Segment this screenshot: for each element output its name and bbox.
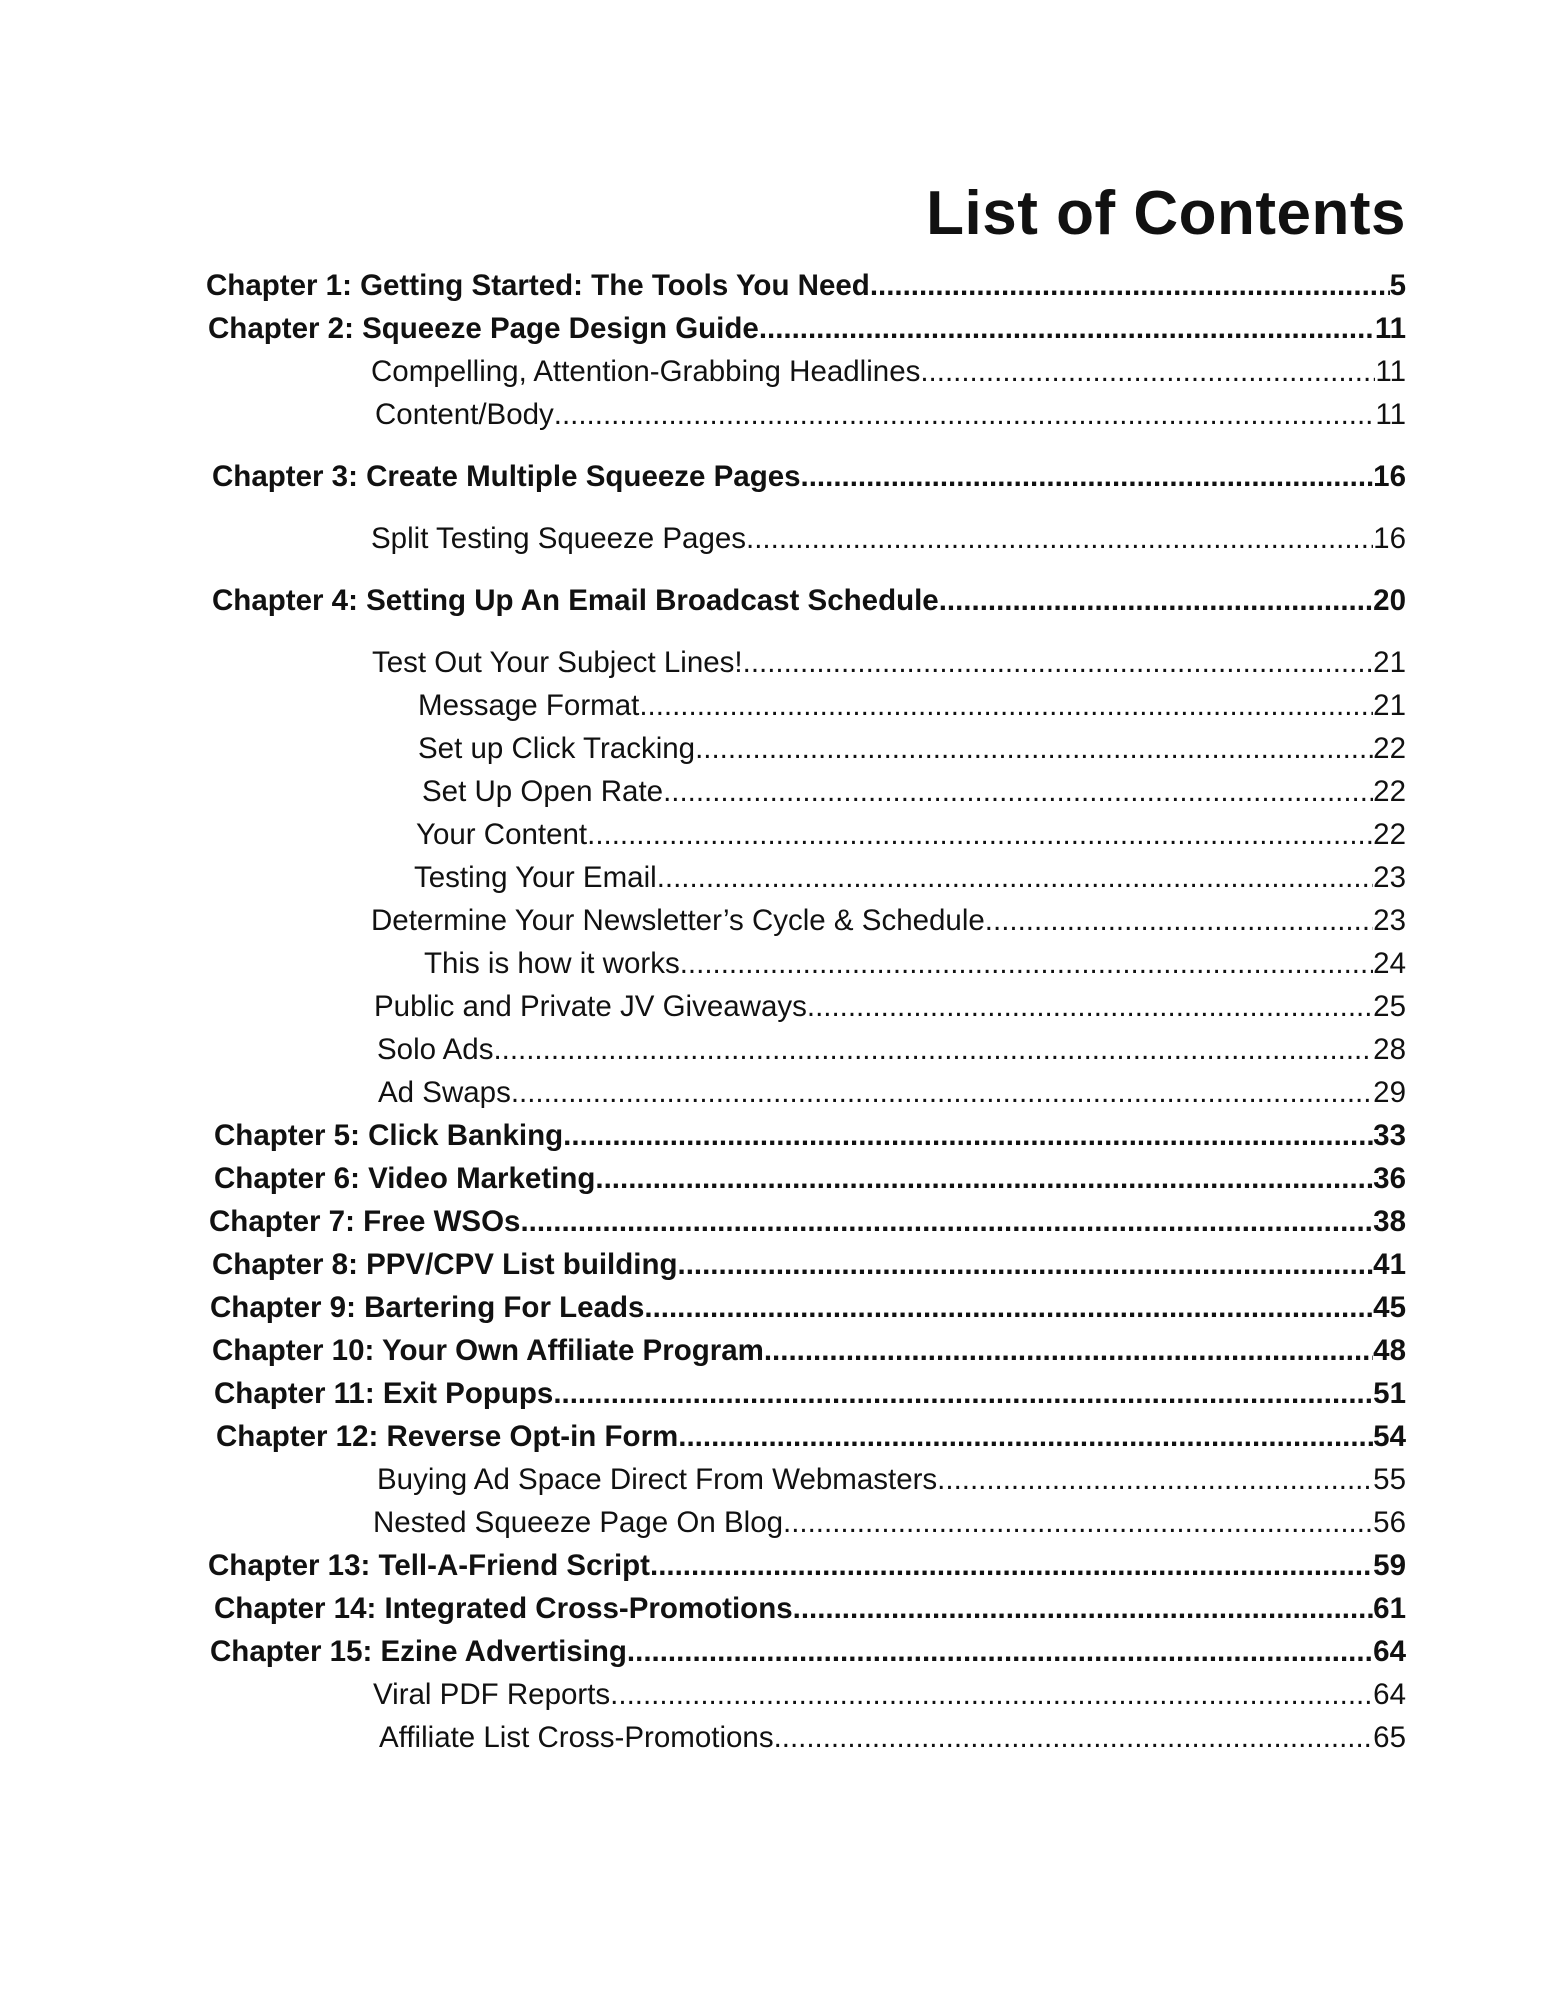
toc-page-number: 23 <box>1373 861 1406 894</box>
toc-leader-dots <box>657 858 1373 898</box>
toc-entry-title: Chapter 12: Reverse Opt-in Form <box>216 1420 679 1453</box>
toc-entry-title: Test Out Your Subject Lines! <box>372 646 743 679</box>
toc-chapter-entry[interactable] <box>206 266 1406 306</box>
toc-leader-dots <box>801 457 1374 497</box>
toc-page-number: 22 <box>1373 732 1406 765</box>
toc-page-number: 59 <box>1373 1549 1406 1582</box>
toc-page-number: 51 <box>1373 1377 1406 1410</box>
toc-leader-dots <box>595 1159 1373 1199</box>
toc-leader-dots <box>553 1374 1373 1414</box>
toc-section-entry[interactable] <box>377 1460 1406 1500</box>
toc-leader-dots <box>644 1288 1373 1328</box>
toc-section-entry[interactable] <box>375 395 1406 435</box>
toc-leader-dots <box>520 1202 1373 1242</box>
toc-chapter-entry[interactable] <box>208 309 1406 349</box>
toc-entry-title: This is how it works <box>424 947 680 980</box>
toc-page-number: 56 <box>1373 1506 1406 1539</box>
toc-chapter-entry[interactable] <box>214 1159 1406 1199</box>
toc-leader-dots <box>985 901 1373 941</box>
toc-entry-title: Chapter 4: Setting Up An Email Broadcast Schedule <box>212 584 939 617</box>
toc-leader-dots <box>743 643 1374 683</box>
toc-page-number: 21 <box>1373 689 1406 722</box>
toc-section-entry[interactable] <box>373 1503 1406 1543</box>
toc-page-number: 29 <box>1373 1076 1406 1109</box>
toc-page-number: 36 <box>1373 1162 1406 1195</box>
toc-page-number: 23 <box>1373 904 1406 937</box>
toc-page-number: 16 <box>1373 522 1406 555</box>
toc-entry-title: Set up Click Tracking <box>418 732 696 765</box>
toc-entry-title: Chapter 2: Squeeze Page Design Guide <box>208 312 759 345</box>
toc-section-entry[interactable] <box>377 1030 1406 1070</box>
toc-entry-title: Chapter 14: Integrated Cross-Promotions <box>214 1592 793 1625</box>
toc-leader-dots <box>511 1073 1373 1113</box>
toc-page-number: 11 <box>1375 398 1406 431</box>
toc-chapter-entry[interactable] <box>214 1589 1406 1629</box>
toc-entry-title: Message Format <box>418 689 640 722</box>
toc-entry-title: Solo Ads <box>377 1033 494 1066</box>
toc-leader-dots <box>639 686 1373 726</box>
toc-entry-title: Chapter 6: Video Marketing <box>214 1162 596 1195</box>
toc-entry-title: Public and Private JV Giveaways <box>374 990 807 1023</box>
toc-entry-title: Buying Ad Space Direct From Webmasters <box>377 1463 938 1496</box>
toc-entry-title: Chapter 15: Ezine Advertising <box>210 1635 627 1668</box>
toc-leader-dots <box>678 1417 1373 1457</box>
toc-leader-dots <box>650 1546 1373 1586</box>
toc-section-entry[interactable] <box>373 1675 1406 1715</box>
toc-page-number: 24 <box>1373 947 1406 980</box>
toc-page-number: 20 <box>1373 584 1406 617</box>
toc-leader-dots <box>746 519 1373 559</box>
toc-page-number: 22 <box>1373 775 1406 808</box>
toc-entry-title: Viral PDF Reports <box>373 1678 611 1711</box>
toc-leader-dots <box>493 1030 1373 1070</box>
toc-section-entry[interactable] <box>371 901 1406 941</box>
toc-section-entry[interactable] <box>378 1073 1406 1113</box>
toc-entry-title: Chapter 9: Bartering For Leads <box>210 1291 645 1324</box>
toc-entry-title: Chapter 10: Your Own Affiliate Program <box>212 1334 764 1367</box>
toc-leader-dots <box>783 1503 1373 1543</box>
toc-section-entry[interactable] <box>418 686 1406 726</box>
toc-entry-title: Chapter 3: Create Multiple Squeeze Pages <box>212 460 801 493</box>
toc-page-number: 54 <box>1373 1420 1406 1453</box>
toc-section-entry[interactable] <box>371 519 1406 559</box>
toc-entry-title: Your Content <box>416 818 588 851</box>
toc-section-entry[interactable] <box>374 987 1406 1027</box>
toc-page-number: 48 <box>1373 1334 1406 1367</box>
toc-section-entry[interactable] <box>379 1718 1406 1758</box>
toc-page-number: 41 <box>1373 1248 1406 1281</box>
toc-chapter-entry[interactable] <box>212 1245 1406 1285</box>
toc-entry-title: Affiliate List Cross-Promotions <box>379 1721 774 1754</box>
toc-entry-title: Split Testing Squeeze Pages <box>371 522 747 555</box>
toc-leader-dots <box>937 1460 1373 1500</box>
toc-entry-title: Chapter 11: Exit Popups <box>214 1377 554 1410</box>
toc-leader-dots <box>920 352 1375 392</box>
toc-page-number: 5 <box>1389 269 1406 302</box>
toc-chapter-entry[interactable] <box>210 1632 1406 1672</box>
toc-entry-title: Chapter 5: Click Banking <box>214 1119 564 1152</box>
toc-leader-dots <box>695 729 1373 769</box>
toc-page-number: 61 <box>1373 1592 1406 1625</box>
toc-section-entry[interactable] <box>372 643 1406 683</box>
toc-entry-title: Determine Your Newsletter’s Cycle & Schedule <box>371 904 985 937</box>
toc-page-number: 55 <box>1373 1463 1406 1496</box>
toc-page-number: 45 <box>1373 1291 1406 1324</box>
toc-entry-title: Chapter 8: PPV/CPV List building <box>212 1248 678 1281</box>
toc-chapter-entry[interactable] <box>210 1288 1406 1328</box>
toc-chapter-entry[interactable] <box>209 1202 1406 1242</box>
toc-chapter-entry[interactable] <box>208 1546 1406 1586</box>
toc-section-entry[interactable] <box>418 729 1406 769</box>
toc-page-number: 38 <box>1373 1205 1406 1238</box>
toc-chapter-entry[interactable] <box>216 1417 1406 1457</box>
toc-section-entry[interactable] <box>414 858 1406 898</box>
toc-page-number: 22 <box>1373 818 1406 851</box>
toc-leader-dots <box>678 1245 1374 1285</box>
toc-page-number: 21 <box>1373 646 1406 679</box>
toc-leader-dots <box>774 1718 1374 1758</box>
toc-leader-dots <box>759 309 1375 349</box>
toc-leader-dots <box>587 815 1373 855</box>
toc-entry-title: Compelling, Attention-Grabbing Headlines <box>371 355 921 388</box>
toc-chapter-entry[interactable] <box>212 1331 1406 1371</box>
toc-entry-title: Chapter 1: Getting Started: The Tools You Need <box>206 269 870 302</box>
toc-leader-dots <box>939 581 1373 621</box>
toc-page-number: 25 <box>1373 990 1406 1023</box>
toc-section-entry[interactable] <box>422 772 1406 812</box>
toc-leader-dots <box>663 772 1373 812</box>
toc-chapter-entry[interactable] <box>214 1374 1406 1414</box>
toc-entry-title: Testing Your Email <box>414 861 657 894</box>
toc-leader-dots <box>870 266 1390 306</box>
toc-entry-title: Nested Squeeze Page On Blog <box>373 1506 784 1539</box>
toc-leader-dots <box>807 987 1373 1027</box>
toc-leader-dots <box>680 944 1373 984</box>
toc-leader-dots <box>563 1116 1373 1156</box>
toc-leader-dots <box>554 395 1376 435</box>
toc-page-number: 33 <box>1373 1119 1406 1152</box>
toc-section-entry[interactable] <box>371 352 1406 392</box>
toc-entry-title: Chapter 7: Free WSOs <box>209 1205 521 1238</box>
toc-leader-dots <box>793 1589 1374 1629</box>
toc-section-entry[interactable] <box>416 815 1406 855</box>
toc-page-number: 11 <box>1375 355 1406 388</box>
toc-entry-title: Chapter 13: Tell-A-Friend Script <box>208 1549 651 1582</box>
toc-leader-dots <box>610 1675 1373 1715</box>
toc-leader-dots <box>764 1331 1373 1371</box>
toc-chapter-entry[interactable] <box>214 1116 1406 1156</box>
toc-entry-title: Content/Body <box>375 398 554 431</box>
toc-page-number: 65 <box>1373 1721 1406 1754</box>
toc-page-number: 16 <box>1373 460 1406 493</box>
toc-section-entry[interactable] <box>424 944 1406 984</box>
toc-page-number: 64 <box>1373 1635 1406 1668</box>
toc-page-number: 64 <box>1373 1678 1406 1711</box>
page-title: List of Contents <box>926 179 1406 248</box>
toc-leader-dots <box>627 1632 1373 1672</box>
toc-entry-title: Set Up Open Rate <box>422 775 664 808</box>
toc-page-number: 11 <box>1374 312 1406 345</box>
toc-chapter-entry[interactable] <box>212 457 1406 497</box>
toc-page-number: 28 <box>1373 1033 1406 1066</box>
toc-entry-title: Ad Swaps <box>378 1076 511 1109</box>
toc-chapter-entry[interactable] <box>212 581 1406 621</box>
